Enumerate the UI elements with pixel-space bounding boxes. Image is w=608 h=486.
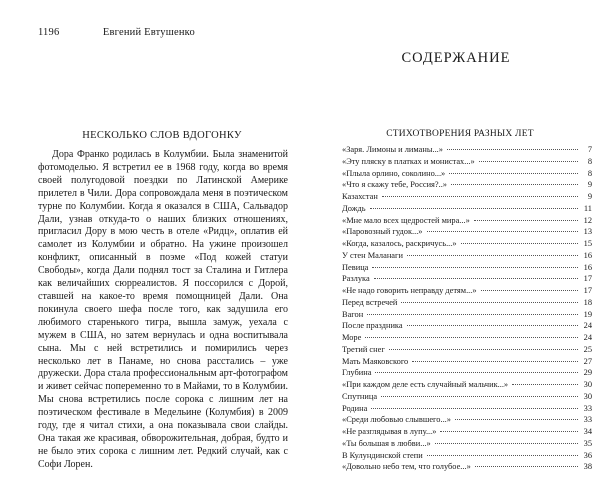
toc-entry-page: 30 <box>583 391 592 401</box>
page-number: 1196 <box>38 27 60 38</box>
toc-entry <box>342 367 592 379</box>
toc-entry <box>342 344 592 356</box>
toc-entry <box>342 179 592 191</box>
toc-entry <box>342 215 592 227</box>
contents-section-title: СТИХОТВОРЕНИЯ РАЗНЫХ ЛЕТ <box>386 129 534 139</box>
toc-entry-page: 11 <box>583 203 592 213</box>
toc-entry-title: Спутница <box>342 391 378 401</box>
toc-dot-leader <box>474 220 578 221</box>
toc-entry <box>342 156 592 168</box>
toc-entry-page: 24 <box>583 333 592 342</box>
toc-dot-leader <box>374 278 578 279</box>
toc-entry-page: 33 <box>583 403 592 413</box>
toc-entry-page: 34 <box>583 427 592 436</box>
toc-entry-title: «Паровозный гудок...» <box>342 227 423 237</box>
toc-entry-page: 8 <box>587 168 592 178</box>
toc-entry <box>342 262 592 274</box>
toc-entry-title: Певица <box>342 262 369 272</box>
toc-entry-title: Казахстан <box>342 192 378 201</box>
toc-entry <box>342 297 592 309</box>
right-page <box>304 0 608 486</box>
toc-entry-page: 36 <box>583 450 592 460</box>
toc-entry-title: Глубина <box>342 368 372 378</box>
toc-entry-title: Третий снег <box>342 344 385 354</box>
toc-dot-leader <box>449 173 578 174</box>
toc-dot-leader <box>461 243 578 244</box>
toc-entry-page: 16 <box>583 250 592 260</box>
toc-entry <box>342 309 592 321</box>
toc-entry-title: «При каждом деле есть случайный мальчик...» <box>342 380 509 389</box>
toc-entry <box>342 238 592 250</box>
toc-entry <box>342 191 592 203</box>
afterword-paragraph: Дора Франко родилась в Колумбии. Была знаменитой фотомоделью. Я встретил ее в 1968 году, когда во время своей полугодовой поездки по Латинской Америке прилетел в Чили. Дора сопровождала меня в поэтическом турне по Колумбии. Когда я оказался в США, Сальвадор Дали, узнав откуда-то о наших близких отношениях, пригласил Дору в мою честь в отеле «Ридц», оплатив ей самолет из Колумбии и обратно. На ужине произошел конфликт, описанный в поэме «Под кожей статуи Свободы», когда Дали поднял тост за Сталина и Гитлера как величайших сюрреалистов. Я поссорился с Дорой, ставшей на какое-то время помощницей Дали. Она покинула своего шефа после того, как задушила его любимого старенького тигра, вышла замуж, уехала с мужем в США, но затем вернулась и одна воспитывала сына. Мы с ней встретились и помирились через несколько лет в Панаме, но снова расстались – уже дружески. Дора стала профессиональным арт-фотографом и живет сейчас попеременно то в Майами, то в Колумбии. Мы снова встретились после сорока с лишним лет на поэтическом фестивале в Медельине (Колумбия) в 2009 году, где я читал стихи, а она показывала свои слайды. Она такая же красивая, обворожительная, добрая, будто и не было этих сорока с лишним лет. Редкий случай, как с Софи Лорен. <box>38 149 288 470</box>
toc-entry-title: Перед встречей <box>342 297 398 307</box>
toc-dot-leader <box>440 431 578 432</box>
toc-dot-leader <box>481 290 578 291</box>
toc-entry-page: 25 <box>583 344 592 354</box>
toc-entry-title: «Что я скажу тебе, Россия?..» <box>342 180 447 190</box>
toc-entry <box>342 461 592 473</box>
toc-entry-title: «Не надо говорить неправду детям...» <box>342 286 477 295</box>
toc-entry-page: 27 <box>583 356 592 366</box>
toc-dot-leader <box>475 466 578 467</box>
toc-dot-leader <box>365 337 578 338</box>
toc-entry-page: 18 <box>583 297 592 307</box>
toc-dot-leader <box>389 349 578 350</box>
toc-entry <box>342 203 592 215</box>
toc-entry-page: 35 <box>583 438 592 448</box>
toc-entry-page: 30 <box>583 380 592 389</box>
toc-entry-title: Дождь <box>342 203 366 213</box>
toc-entry-title: В Кулундинской степи <box>342 450 423 460</box>
toc-dot-leader <box>412 361 578 362</box>
toc-dot-leader <box>451 184 578 185</box>
toc-entry <box>342 332 592 344</box>
toc-entry-title: «Плыла орлино, соколино...» <box>342 168 446 178</box>
toc-entry-page: 19 <box>583 309 592 319</box>
toc-entry-page: 17 <box>583 286 592 295</box>
table-of-contents <box>342 144 592 473</box>
toc-entry-page: 12 <box>583 215 592 225</box>
toc-entry-title: Мать Маяковского <box>342 356 409 366</box>
toc-entry-title: «Заря. Лимоны и лиманы...» <box>342 145 443 154</box>
toc-entry <box>342 450 592 462</box>
toc-entry-page: 38 <box>583 462 592 472</box>
toc-entry-title: Вагон <box>342 309 364 319</box>
toc-entry-page: 13 <box>583 227 592 237</box>
toc-entry-title: «Эту пляску в платках и монистах...» <box>342 156 475 166</box>
toc-entry <box>342 403 592 415</box>
toc-entry-title: «Когда, казалось, раскричусь...» <box>342 239 457 248</box>
toc-entry <box>342 273 592 285</box>
toc-entry <box>342 426 592 438</box>
toc-entry-title: Разлука <box>342 274 370 284</box>
toc-entry-page: 17 <box>583 274 592 284</box>
toc-entry-page: 16 <box>583 262 592 272</box>
toc-entry-title: «Не разглядывая в лупу...» <box>342 427 437 436</box>
toc-entry-title: После праздника <box>342 321 403 331</box>
toc-entry <box>342 356 592 368</box>
toc-entry <box>342 250 592 262</box>
toc-dot-leader <box>382 196 578 197</box>
toc-entry-title: Море <box>342 333 362 342</box>
toc-entry <box>342 414 592 426</box>
toc-dot-leader <box>381 396 578 397</box>
toc-dot-leader <box>427 231 579 232</box>
running-head <box>38 27 195 38</box>
toc-entry-title: «Довольно небо тем, что голубое...» <box>342 462 471 472</box>
contents-title: СОДЕРЖАНИЕ <box>401 50 511 66</box>
running-head-author: Евгений Евтушенко <box>102 27 195 38</box>
toc-dot-leader <box>512 384 578 385</box>
toc-entry <box>342 320 592 332</box>
toc-entry-page: 9 <box>587 180 592 190</box>
toc-dot-leader <box>435 443 578 444</box>
toc-dot-leader <box>479 161 578 162</box>
toc-entry <box>342 285 592 297</box>
toc-entry-page: 29 <box>583 368 592 378</box>
toc-entry-title: У стен Маланаги <box>342 250 403 260</box>
toc-dot-leader <box>427 455 578 456</box>
toc-dot-leader <box>372 267 578 268</box>
toc-entry-page: 33 <box>583 415 592 425</box>
afterword-heading: НЕСКОЛЬКО СЛОВ ВДОГОНКУ <box>82 130 242 141</box>
toc-entry-title: Родина <box>342 403 368 413</box>
toc-entry-page: 9 <box>587 192 592 201</box>
toc-dot-leader <box>367 314 578 315</box>
toc-entry-page: 8 <box>587 156 592 166</box>
toc-dot-leader <box>455 419 578 420</box>
toc-entry <box>342 144 592 156</box>
toc-dot-leader <box>447 149 578 150</box>
toc-dot-leader <box>407 255 578 256</box>
toc-entry-page: 15 <box>583 239 592 248</box>
toc-entry-page: 7 <box>587 145 592 154</box>
toc-entry-title: «Мне мало всех щедростей мира...» <box>342 215 470 225</box>
toc-dot-leader <box>407 325 578 326</box>
toc-entry-title: «Ты большая в любви...» <box>342 438 431 448</box>
toc-entry <box>342 391 592 403</box>
toc-dot-leader <box>370 208 578 209</box>
toc-entry <box>342 379 592 391</box>
toc-entry-title: «Среди любовью слывшего...» <box>342 415 451 425</box>
toc-dot-leader <box>375 372 578 373</box>
toc-entry-page: 24 <box>583 321 592 331</box>
toc-entry <box>342 438 592 450</box>
toc-entry <box>342 226 592 238</box>
toc-entry <box>342 168 592 180</box>
toc-dot-leader <box>371 408 578 409</box>
toc-dot-leader <box>401 302 578 303</box>
